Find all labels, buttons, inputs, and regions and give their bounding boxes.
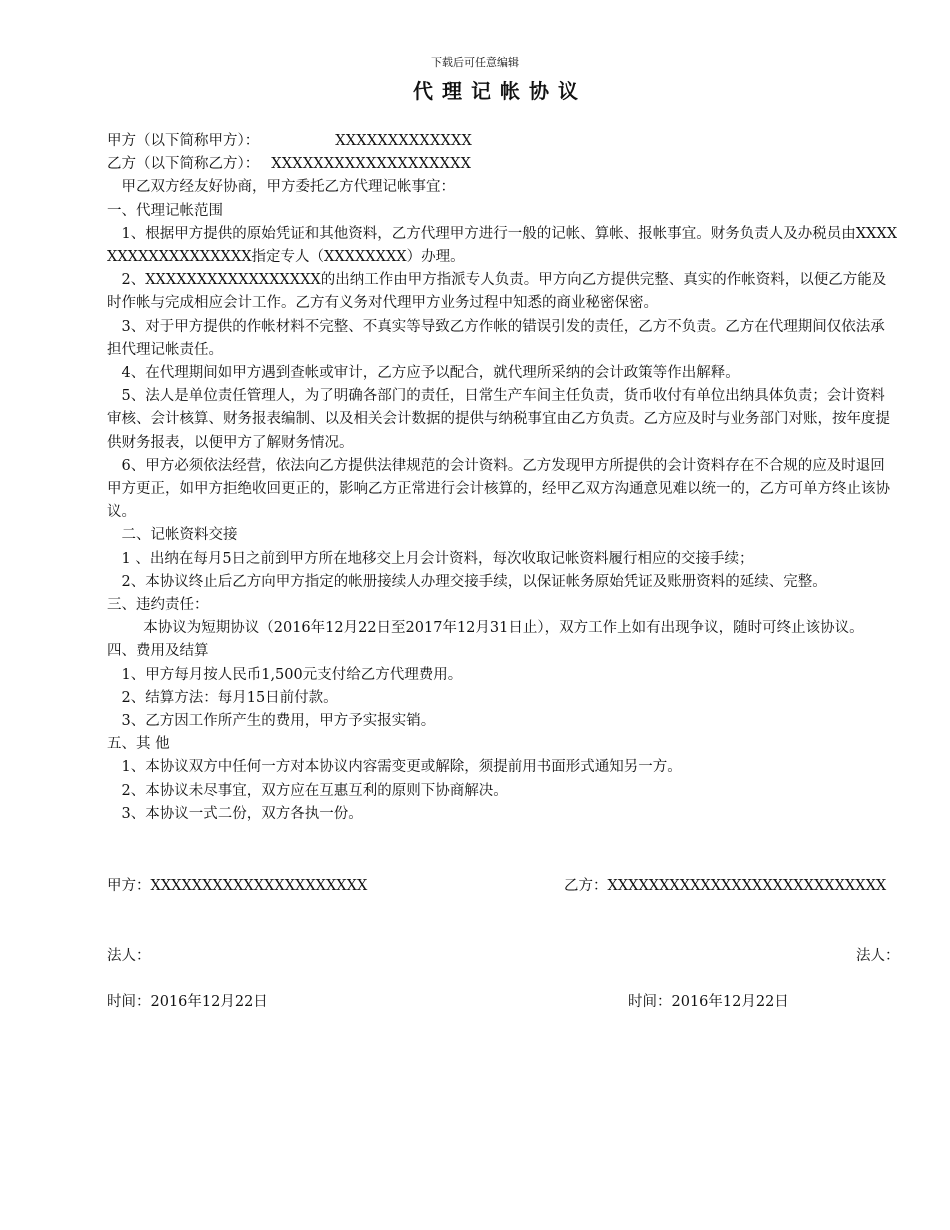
party-a-line bbox=[107, 130, 899, 153]
section4-item: 2、结算方法：每月15日前付款。 bbox=[121, 689, 338, 706]
section5-heading: 五、其 他 bbox=[107, 736, 170, 753]
legal-rep-a: 法人： bbox=[107, 948, 151, 964]
date-b: 时间：2016年12月22日 bbox=[628, 994, 789, 1010]
party-b-value: XXXXXXXXXXXXXXXXXXX bbox=[271, 156, 472, 173]
section5-item: 2、本协议未尽事宜，双方应在互惠互利的原则下协商解决。 bbox=[121, 782, 508, 799]
party-b-line bbox=[107, 153, 899, 176]
intro-paragraph: 甲乙双方经友好协商，甲方委托乙方代理记帐事宜： bbox=[121, 179, 455, 196]
section2-heading: 二、记帐资料交接 bbox=[121, 527, 238, 544]
header-note: 下载后可任意编辑 bbox=[431, 56, 519, 69]
party-a-label: 甲方（以下简称甲方）： bbox=[107, 133, 260, 149]
section2-item: 2、本协议终止后乙方向甲方指定的帐册接续人办理交接手续，以保证帐务原始凭证及账册资料的延续、完整。 bbox=[121, 573, 827, 590]
section4-heading: 四、费用及结算 bbox=[107, 643, 209, 660]
party-a-value: XXXXXXXXXXXXX bbox=[335, 133, 473, 149]
section1-item: 4、在代理期间如甲方遇到查帐或审计，乙方应予以配合，就代理所采纳的会计政策等作出解释。 bbox=[121, 365, 740, 382]
section1-heading: 一、代理记帐范围 bbox=[107, 202, 223, 219]
document-body bbox=[107, 130, 899, 826]
section4-item: 1、甲方每月按人民币1,500元支付给乙方代理费用。 bbox=[121, 666, 463, 683]
section2-item: 1 、出纳在每月5日之前到甲方所在地移交上月会计资料，每次收取记帐资料履行相应的交接手续； bbox=[121, 550, 754, 567]
section1-item: 2、XXXXXXXXXXXXXXXXX的出纳工作由甲方指派专人负责。甲方向乙方提供完整、真实的作帐资料，以便乙方能及时作帐与完成相应会计工作。乙方有义务对代理甲方业务过程中知悉的商业秘密保密。 bbox=[107, 272, 887, 312]
section3-item: 本协议为短期协议（2016年12月22日至2017年12月31日止），双方工作上如有出现争议，随时可终止该协议。 bbox=[143, 620, 864, 637]
section1-item: 5、法人是单位责任管理人，为了明确各部门的责任，日常生产车间主任负责，货币收付有单位出纳具体负责；会计资料审核、会计核算、财务报表编制、以及相关会计数据的提供与纳税事宜由乙方负责。乙方应及时与业务部门对账，按年度提供财务报表，以便甲方了解财务情况。 bbox=[107, 388, 890, 451]
party-b-label: 乙方（以下简称乙方）： bbox=[107, 156, 260, 173]
section1-item: 1、根据甲方提供的原始凭证和其他资料，乙方代理甲方进行一般的记帐、算帐、报帐事宜。财务负责人及办税员由XXXXXXXXXXXXXXXXXX指定专人（XXXXXXXX）办理。 bbox=[107, 225, 898, 266]
date-a: 时间：2016年12月22日 bbox=[107, 994, 268, 1010]
section1-item: 6、甲方必须依法经营，依法向乙方提供法律规范的会计资料。乙方发现甲方所提供的会计资料存在不合规的应及时退回甲方更正，如甲方拒绝收回更正的，影响乙方正常进行会计核算的，经甲乙双方沟通意见难以统一的，乙方可单方终止该协议。 bbox=[107, 457, 890, 521]
legal-rep-b: 法人： bbox=[856, 948, 900, 964]
section5-item: 1、本协议双方中任何一方对本协议内容需变更或解除，须提前用书面形式通知另一方。 bbox=[121, 759, 682, 776]
document-title: 代理记帐协议 bbox=[413, 79, 587, 103]
section3-heading: 三、违约责任： bbox=[107, 597, 209, 614]
section5-item: 3、本协议一式二份，双方各执一份。 bbox=[121, 805, 363, 822]
party-b-signature: 乙方：XXXXXXXXXXXXXXXXXXXXXXXXXXX bbox=[564, 878, 887, 894]
section1-item: 3、对于甲方提供的作帐材料不完整、不真实等导致乙方作帐的错误引发的责任，乙方不负责。乙方在代理期间仅依法承担代理记帐责任。 bbox=[107, 318, 885, 358]
party-a-signature: 甲方：XXXXXXXXXXXXXXXXXXXXX bbox=[107, 878, 368, 894]
section4-item: 3、乙方因工作所产生的费用，甲方予实报实销。 bbox=[121, 713, 436, 730]
